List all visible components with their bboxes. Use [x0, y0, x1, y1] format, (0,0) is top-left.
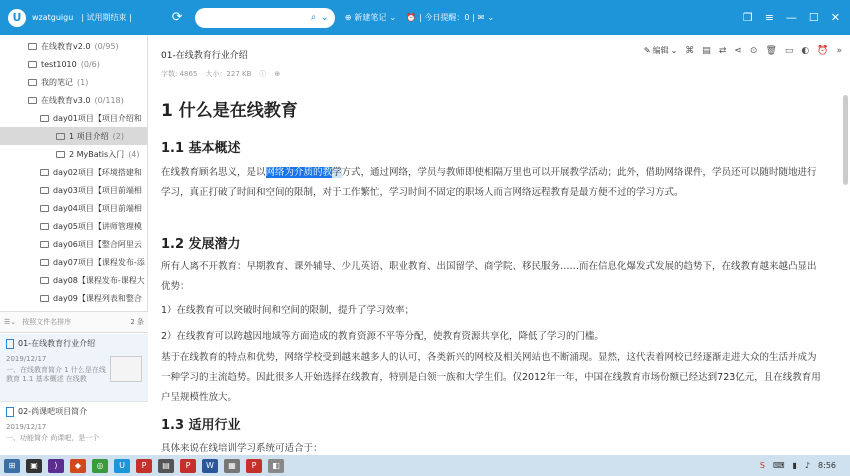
- folder-icon: [40, 277, 49, 284]
- folder-icon: [40, 205, 49, 212]
- menu-icon[interactable]: ≡: [764, 11, 774, 24]
- vscode-icon[interactable]: ⟩: [48, 459, 64, 473]
- tree-item-label: 在线教育v3.0: [41, 95, 91, 105]
- tree-item[interactable]: [56, 145, 140, 163]
- note-title-heading[interactable]: 01-在线教育行业介绍: [161, 51, 248, 61]
- tree-item[interactable]: [40, 271, 145, 289]
- folder-icon: [40, 295, 49, 302]
- folder-icon: [40, 223, 49, 230]
- window-controls: [743, 11, 840, 24]
- tree-item[interactable]: [28, 73, 88, 91]
- tree-item-count: (2): [112, 131, 124, 141]
- tree-item[interactable]: [40, 199, 142, 217]
- tree-item-label: 1 项目介绍: [69, 131, 109, 141]
- minimize-icon[interactable]: —: [785, 11, 797, 24]
- folder-icon: [40, 187, 49, 194]
- taskbar: [0, 455, 850, 476]
- mail-icon[interactable]: ✉: [477, 13, 485, 22]
- paragraph: 基于在线教育的特点和优势，网络学校受到越来越多人的认可，各类新兴的网校及相关网站也不断涌现。显然，这代表着网校已经逐渐走进大众的生活并成为一种学习的主流趋势。因此很多人开始选择在线教育，特别是白领一族和大学生们。仅2012年一年，中国在线教育市场份额已经达到723亿元，且在线教育用户呈规模性放大。: [161, 352, 821, 403]
- comment-icon[interactable]: ▤: [702, 45, 711, 56]
- tree-item-count: (1): [77, 77, 89, 87]
- app-icon[interactable]: ◆: [70, 459, 86, 473]
- tree-item[interactable]: [28, 55, 100, 73]
- tree-item-label: 我的笔记: [41, 77, 73, 87]
- plus-icon: ⊕: [344, 13, 352, 22]
- add-tag-icon[interactable]: ⊕: [274, 70, 281, 78]
- pencil-icon: ✎: [643, 46, 651, 55]
- edit-label: 编辑: [652, 46, 669, 55]
- tree-item-count: (0/6): [80, 59, 100, 69]
- note-content[interactable]: [161, 91, 827, 455]
- tree-item[interactable]: [40, 163, 142, 181]
- folder-icon: [28, 43, 37, 50]
- present-icon[interactable]: ▭: [784, 45, 794, 56]
- tree-item-selected[interactable]: [0, 127, 148, 145]
- word-icon[interactable]: W: [202, 459, 218, 473]
- close-icon[interactable]: ✕: [830, 11, 840, 24]
- info-icon[interactable]: ⓘ: [259, 70, 267, 78]
- tree-item[interactable]: [40, 235, 142, 253]
- tree-item-label: day07项目【课程发布-添: [53, 257, 145, 267]
- export-icon[interactable]: ⇄: [718, 45, 727, 56]
- reminder-label: | 今日提醒：0 |: [419, 13, 475, 22]
- paragraph: 1）在线教育可以突破时间和空间的限制，提升了学习效率；: [161, 305, 415, 316]
- chevron-down-icon: ⌄: [670, 46, 678, 55]
- search-icon[interactable]: ⌕: [310, 12, 317, 23]
- note-snippet: 一、在线教育简介 1 什么是在线教育 1.1 基本概述 在线教: [6, 366, 106, 384]
- note-count: 2 条: [130, 318, 144, 326]
- note-card[interactable]: [0, 334, 148, 402]
- tree-item[interactable]: [40, 109, 142, 127]
- list-view-icon[interactable]: ☰⌄: [4, 318, 17, 326]
- note-date: 2019/12/17: [6, 423, 47, 431]
- word-count: 字数: 4865: [161, 70, 198, 78]
- paragraph: 所有人离不开教育：早期教育、课外辅导、少儿英语、职业教育、出国留学、商学院、移民服务……而在信息化爆发式发展的趋势下，在线教育越来越凸显出优势：: [161, 261, 817, 292]
- heading-2: 1.1 基本概述: [161, 141, 241, 156]
- tree-item-label: day03项目【项目前端相: [53, 185, 142, 195]
- note-editor: [149, 35, 850, 455]
- search-input[interactable]: [195, 8, 335, 28]
- ime-icon[interactable]: S: [759, 461, 765, 470]
- note-thumbnail: [110, 356, 142, 382]
- selected-text: 学: [332, 167, 342, 178]
- alarm-icon[interactable]: ⏰: [817, 45, 829, 56]
- tree-item[interactable]: [28, 37, 119, 55]
- note-toolbar: [644, 45, 842, 56]
- folder-icon: [28, 61, 37, 68]
- app-icon[interactable]: P: [136, 459, 152, 473]
- present-icon-2[interactable]: ◐: [801, 45, 810, 56]
- tree-item[interactable]: [28, 91, 124, 109]
- app-icon[interactable]: ▣: [26, 459, 42, 473]
- paragraph-text: 在线教育顾名思义，是以: [161, 167, 266, 178]
- clock[interactable]: 8:56: [818, 461, 836, 470]
- paragraph: 2）在线教育可以跨越因地域等方面造成的教育资源不平等分配，使教育资源共享化，降低了学习的门槛。: [161, 331, 605, 342]
- tree-item-count: (4): [128, 149, 140, 159]
- note-title: 01-在线教育行业介绍: [18, 339, 96, 348]
- tree-item-count: (0/95): [94, 41, 119, 51]
- share-icon[interactable]: ⌘: [685, 45, 695, 56]
- app-icon[interactable]: ◧: [268, 459, 284, 473]
- delete-icon[interactable]: 🗑: [765, 45, 777, 56]
- tree-item-count: (0/118): [94, 95, 124, 105]
- tree-item[interactable]: [40, 253, 145, 271]
- folder-icon: [40, 241, 49, 248]
- note-date: 2019/12/17: [6, 355, 47, 363]
- document-icon: [6, 407, 14, 417]
- new-note-button[interactable]: [345, 12, 396, 23]
- title-bar: [0, 0, 850, 35]
- tree-item-label: day01项目【项目介绍和: [53, 113, 142, 123]
- chevron-down-icon: ⌄: [389, 13, 397, 22]
- maximize-icon[interactable]: ☐: [808, 11, 819, 24]
- new-note-label: 新建笔记: [354, 13, 387, 22]
- tree-item-label: 在线教育v2.0: [41, 41, 91, 51]
- app-icon[interactable]: ◎: [92, 459, 108, 473]
- note-title: 02-尚课吧项目简介: [18, 407, 88, 416]
- heading-2: 1.3 适用行业: [161, 418, 241, 433]
- chevron-down-icon: ⌄: [487, 13, 495, 22]
- tree-item-label: 2 MyBatis入门: [69, 149, 125, 159]
- tree-item-label: test1010: [41, 59, 77, 69]
- tree-item-label: day05项目【讲师管理模: [53, 221, 142, 231]
- system-tray: [760, 461, 836, 470]
- folder-icon: [40, 115, 49, 122]
- document-icon: [6, 339, 14, 349]
- folder-icon: [56, 133, 65, 140]
- keyboard-icon[interactable]: ⌨: [772, 461, 785, 470]
- notebook-tree: [0, 35, 148, 311]
- selected-text: 网络为介质的教: [265, 167, 333, 178]
- file-size: 大小：227 KB: [205, 70, 252, 78]
- app-logo: U: [8, 9, 26, 27]
- tree-item-label: day02项目【环境搭建和: [53, 167, 142, 177]
- paragraph: [161, 163, 821, 203]
- tree-item-label: day04项目【项目前端相: [53, 203, 142, 213]
- paragraph-text: 方式，通过网络，学员与教师即使相隔万里也可以开展教学活动；此外，借助网络课件，学员还可以随时随地进行学习，真正打破了时间和空间的限制，对于工作繁忙，学习时间不固定的职场人而言网络远程教育是最方便不过的学习方式。: [161, 167, 817, 198]
- app-icon[interactable]: ▦: [224, 459, 240, 473]
- sync-icon[interactable]: ⟳: [171, 10, 183, 25]
- alarm-icon: ⏰: [406, 13, 417, 22]
- powerpoint-icon[interactable]: P: [180, 459, 196, 473]
- history-icon[interactable]: ⊙: [749, 45, 758, 56]
- edit-button[interactable]: [644, 45, 677, 56]
- start-icon[interactable]: ⊞: [4, 459, 20, 473]
- paragraph: 具体来说在线培训学习系统可适合于：: [161, 443, 323, 454]
- tree-item-label: day08【课程发布-课程大: [53, 275, 145, 285]
- note-snippet: 一、功能简介 尚课吧，是一个: [6, 434, 100, 442]
- app-icon[interactable]: U: [114, 459, 130, 473]
- sort-bar[interactable]: [0, 311, 148, 333]
- tree-item-label: day06项目【整合阿里云: [53, 239, 142, 249]
- folder-icon: [40, 169, 49, 176]
- app-icon[interactable]: P: [246, 459, 262, 473]
- tree-item[interactable]: [40, 181, 142, 199]
- heading-2: 1.2 发展潜力: [161, 237, 241, 252]
- link-icon[interactable]: ⋖: [734, 45, 742, 56]
- heading-1: 1 什么是在线教育: [161, 101, 298, 121]
- scrollbar[interactable]: [843, 95, 848, 185]
- expand-icon[interactable]: »: [836, 45, 842, 56]
- app-icon[interactable]: ▤: [158, 459, 174, 473]
- search-dropdown-icon[interactable]: ⌄: [320, 12, 329, 23]
- reminder-button[interactable]: [406, 12, 494, 23]
- volume-icon[interactable]: ♪: [804, 461, 811, 470]
- username[interactable]: wzatguigu: [32, 13, 74, 22]
- tree-item-label: day09【课程列表和整合: [53, 293, 142, 303]
- trial-status: | 试用期结束 |: [81, 13, 132, 22]
- sort-label[interactable]: 按照文件名排序: [22, 318, 72, 326]
- tree-item[interactable]: [40, 217, 142, 235]
- restore-icon[interactable]: ❐: [742, 11, 753, 24]
- note-meta: [161, 69, 280, 79]
- folder-icon: [40, 259, 49, 266]
- tree-item[interactable]: [40, 289, 142, 307]
- folder-icon: [28, 79, 37, 86]
- folder-icon: [28, 97, 37, 104]
- folder-icon: [56, 151, 65, 158]
- network-icon[interactable]: ▮: [792, 461, 797, 470]
